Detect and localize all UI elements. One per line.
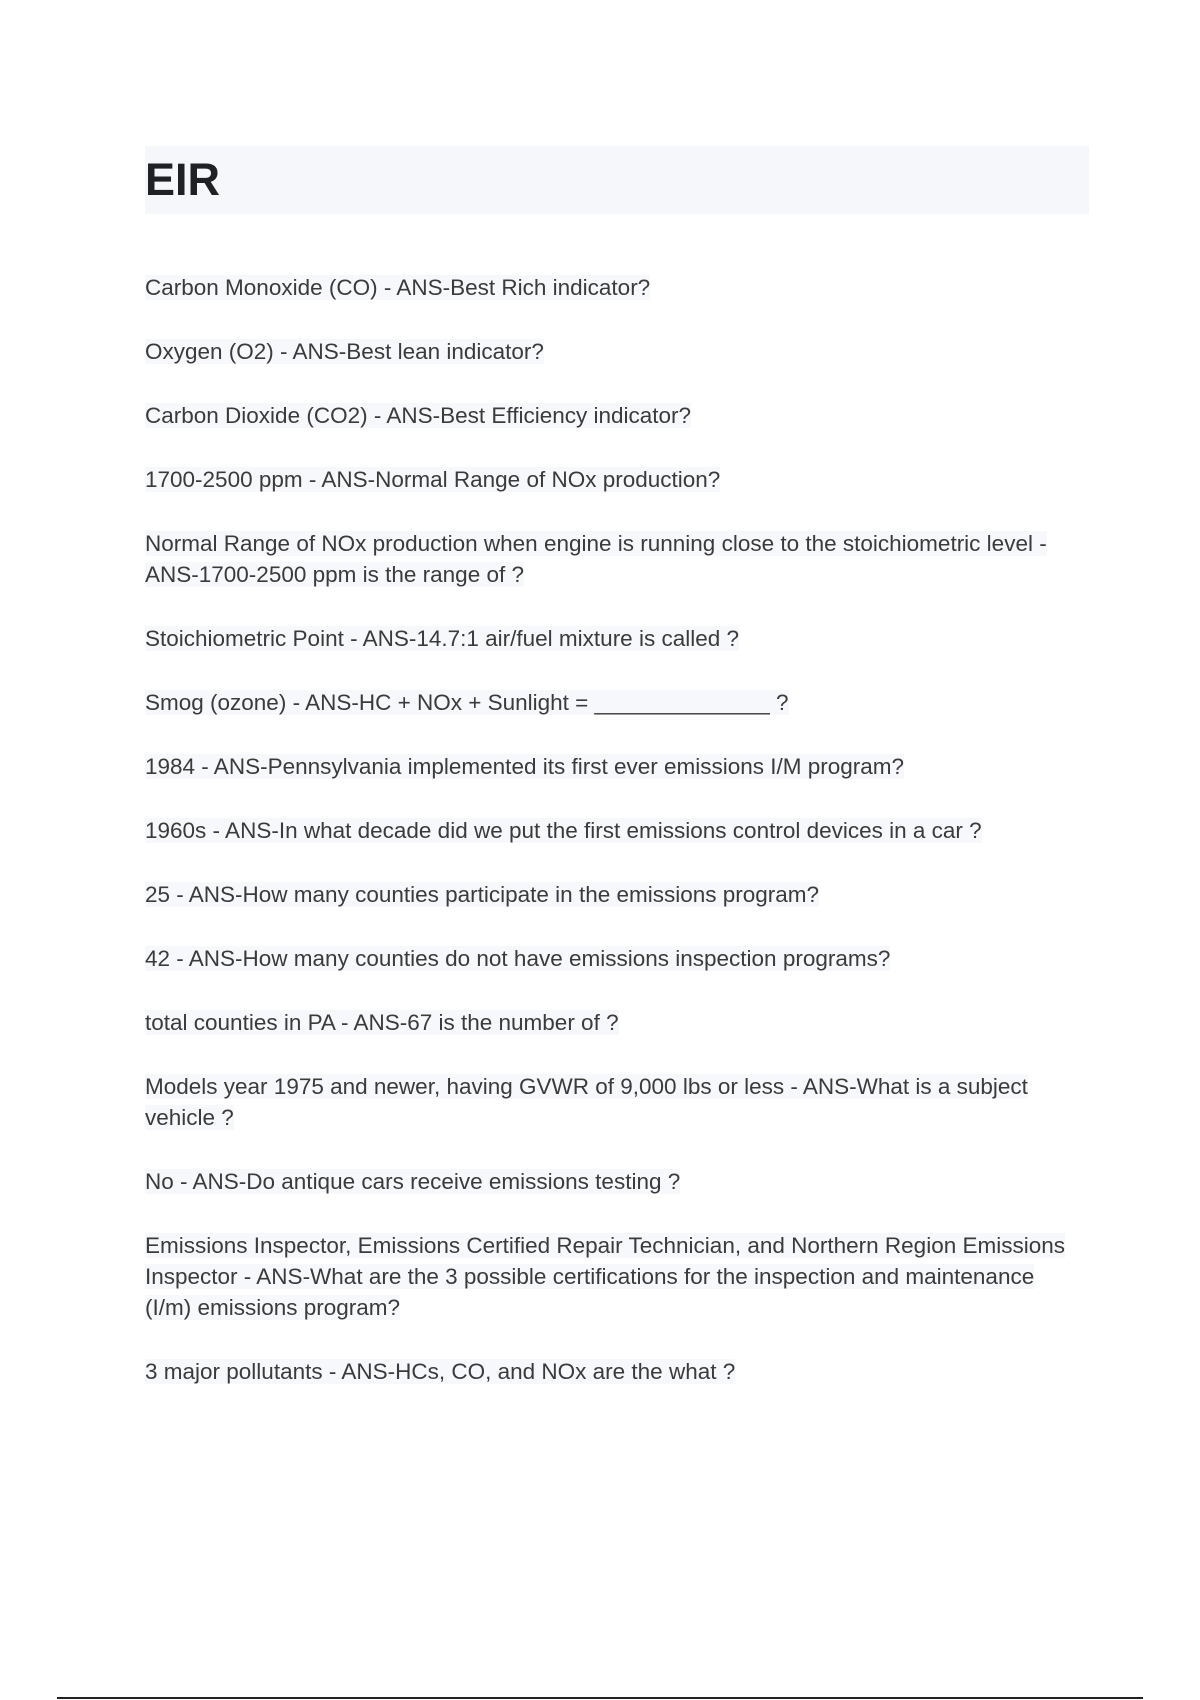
qa-item	[145, 528, 1085, 590]
qa-item	[145, 1230, 1085, 1323]
qa-text: total counties in PA - ANS-67 is the number of ?	[145, 1010, 619, 1035]
qa-text: 1984 - ANS-Pennsylvania implemented its first ever emissions I/M program?	[145, 754, 905, 779]
qa-list	[145, 272, 1085, 1420]
qa-text: Smog (ozone) - ANS-HC + NOx + Sunlight = ______________ ?	[145, 690, 789, 715]
qa-text: Normal Range of NOx production when engine is running close to the stoichiometric level - ANS-1700-2500 ppm is the range of ?	[145, 531, 1047, 587]
qa-text: 42 - ANS-How many counties do not have emissions inspection programs?	[145, 946, 891, 971]
qa-text: Carbon Dioxide (CO2) - ANS-Best Efficiency indicator?	[145, 403, 692, 428]
qa-text: 25 - ANS-How many counties participate in the emissions program?	[145, 882, 820, 907]
qa-text: No - ANS-Do antique cars receive emissions testing ?	[145, 1169, 681, 1194]
qa-item	[145, 623, 1085, 654]
qa-text: Emissions Inspector, Emissions Certified Repair Technician, and Northern Region Emissions Inspector - ANS-What are the 3 possible certifications for the inspection and maintenance (I/m) emissions program?	[145, 1233, 1065, 1320]
qa-text: Stoichiometric Point - ANS-14.7:1 air/fuel mixture is called ?	[145, 626, 739, 651]
qa-item	[145, 1356, 1085, 1387]
qa-item	[145, 687, 1085, 718]
qa-item	[145, 400, 1085, 431]
qa-text: 1960s - ANS-In what decade did we put the first emissions control devices in a car ?	[145, 818, 982, 843]
qa-item	[145, 1166, 1085, 1197]
qa-item	[145, 1007, 1085, 1038]
qa-item	[145, 751, 1085, 782]
qa-text: Carbon Monoxide (CO) - ANS-Best Rich indicator?	[145, 275, 651, 300]
qa-item	[145, 943, 1085, 974]
qa-item	[145, 272, 1085, 303]
qa-text: Oxygen (O2) - ANS-Best lean indicator?	[145, 339, 544, 364]
qa-text: 1700-2500 ppm - ANS-Normal Range of NOx production?	[145, 467, 721, 492]
qa-text: Models year 1975 and newer, having GVWR of 9,000 lbs or less - ANS-What is a subject vehicle ?	[145, 1074, 1028, 1130]
document-title: EIR	[145, 154, 221, 205]
qa-item	[145, 1071, 1085, 1133]
title-highlight	[145, 146, 1089, 214]
page-bottom-rule	[57, 1697, 1143, 1699]
qa-item	[145, 879, 1085, 910]
qa-text: 3 major pollutants - ANS-HCs, CO, and NOx are the what ?	[145, 1359, 736, 1384]
qa-item	[145, 336, 1085, 367]
qa-item	[145, 815, 1085, 846]
qa-item	[145, 464, 1085, 495]
